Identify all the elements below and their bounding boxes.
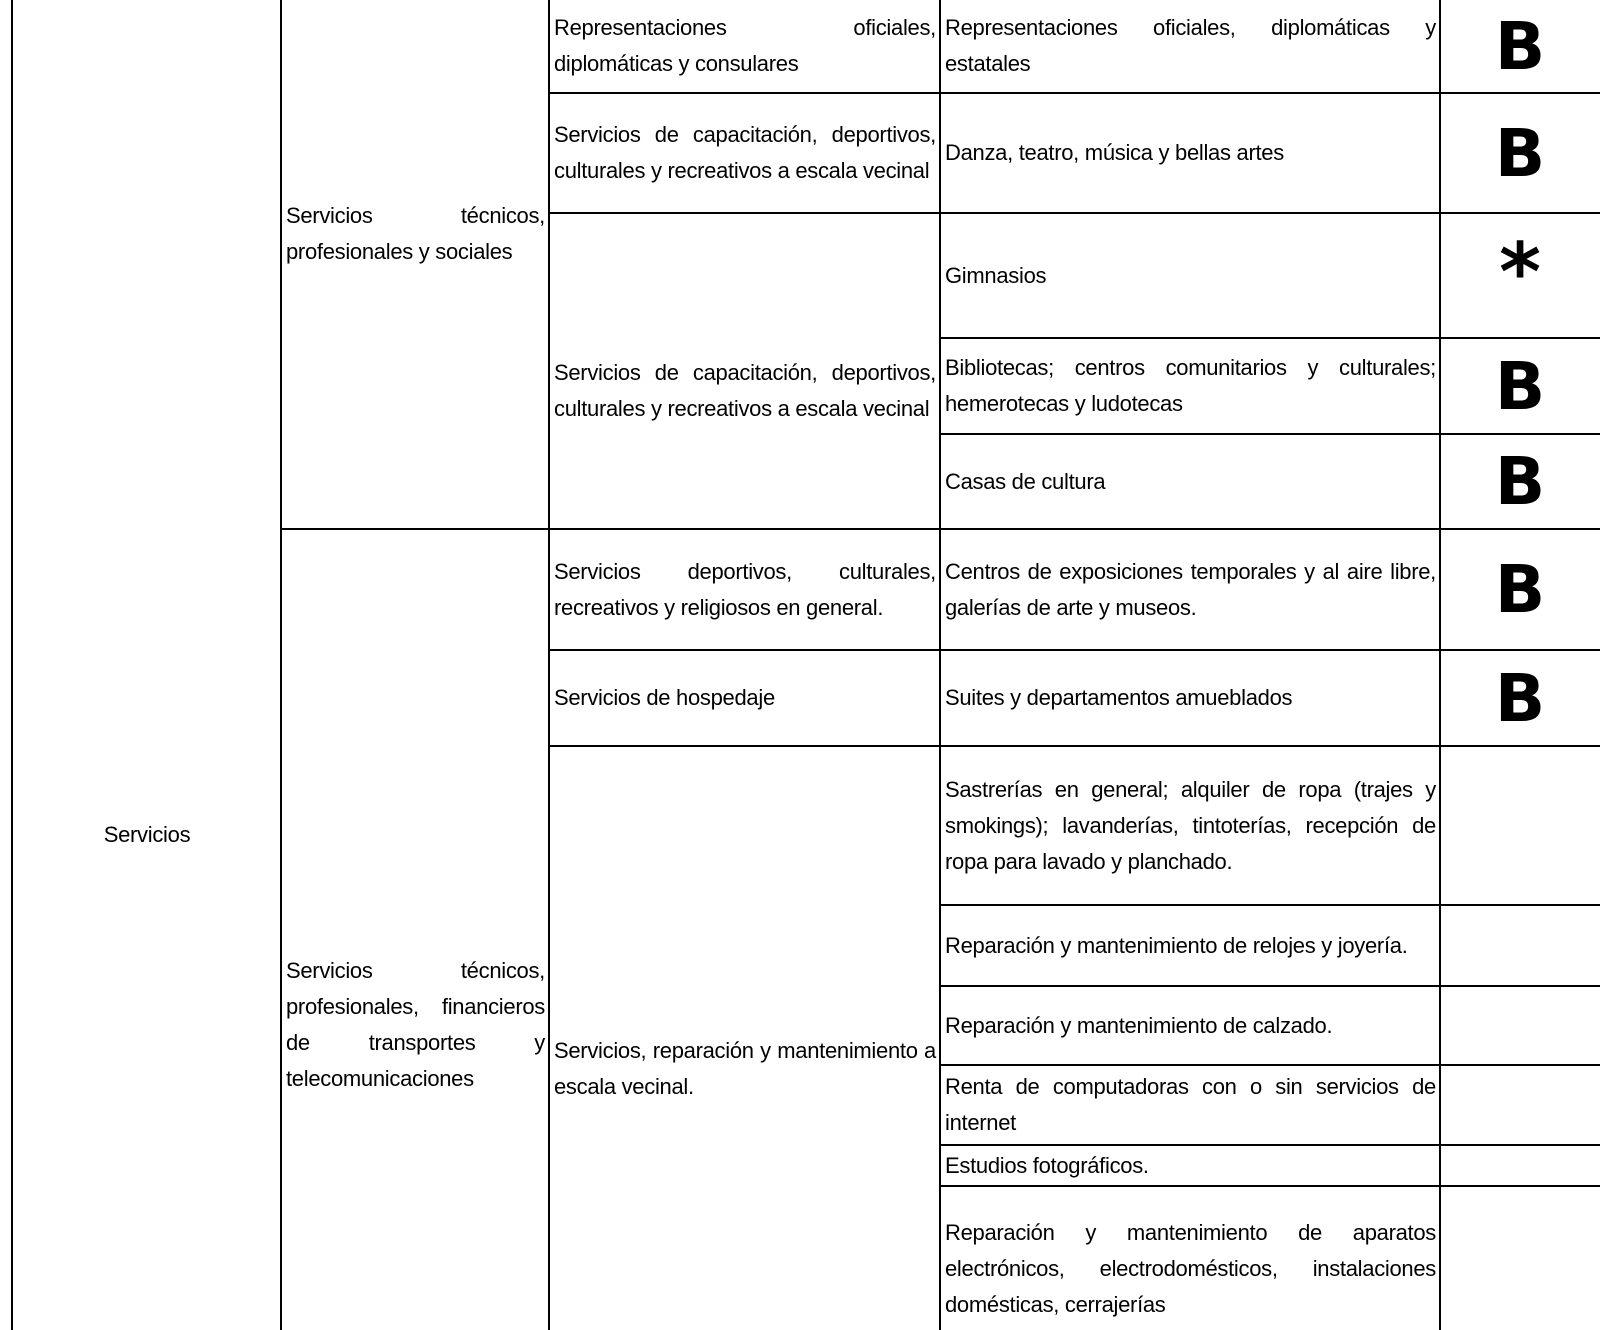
category-label: Servicios — [103, 822, 191, 847]
use-cell — [941, 747, 1439, 904]
use-label: Centros de exposiciones temporales y al aire libre, galerías de arte y museos. — [945, 558, 1436, 620]
category-cell — [13, 0, 280, 1330]
permission-mark: B — [1494, 659, 1546, 737]
use-cell — [941, 651, 1439, 745]
subgroup-cell — [550, 530, 939, 649]
use-label: Gimnasios — [945, 262, 1047, 288]
use-cell — [941, 1146, 1439, 1185]
subgroup-label: Servicios de capacitación, deportivos, culturales y recreativos a escala vecinal — [554, 122, 936, 183]
use-cell — [941, 987, 1439, 1064]
group-cell — [282, 530, 548, 1330]
subgroup-cell — [550, 747, 939, 1330]
use-cell — [941, 906, 1439, 985]
subgroup-cell — [550, 0, 939, 92]
use-label: Suites y departamentos amueblados — [945, 685, 1293, 710]
subgroup-cell — [550, 94, 939, 212]
use-label: Bibliotecas; centros comunitarios y culturales; hemerotecas y ludotecas — [945, 355, 1436, 416]
use-label: Reparación y mantenimiento de calzado. — [945, 1012, 1333, 1038]
use-cell — [941, 94, 1439, 212]
use-cell — [941, 0, 1439, 92]
use-cell — [941, 1066, 1439, 1144]
subgroup-label: Servicios de capacitación, deportivos, culturales y recreativos a escala vecinal — [554, 360, 936, 421]
permission-mark — [1440, 1187, 1600, 1330]
use-label: Casas de cultura — [945, 468, 1106, 494]
permission-mark: * — [1499, 226, 1541, 319]
use-label: Reparación y mantenimiento de aparatos electrónicos, electrodomésticos, instalaciones domésticas, cerrajerías — [945, 1219, 1436, 1317]
permission-mark: B — [1494, 347, 1546, 425]
subgroup-label: Representaciones oficiales, diplomáticas y consulares — [554, 15, 936, 76]
subgroup-cell — [550, 651, 939, 745]
permission-mark: B — [1494, 114, 1546, 192]
use-cell — [941, 214, 1439, 337]
permission-mark — [1440, 747, 1600, 904]
group-label: Servicios técnicos, profesionales y sociales — [286, 203, 545, 264]
permission-mark — [1440, 1066, 1600, 1144]
use-cell — [941, 1187, 1439, 1330]
use-label: Representaciones oficiales, diplomáticas y estatales — [945, 15, 1436, 76]
subgroup-label: Servicios deportivos, culturales, recreativos y religiosos en general. — [554, 558, 936, 620]
group-label: Servicios técnicos, profesionales, financieros de transportes y telecomunicaciones — [286, 958, 545, 1091]
permission-mark — [1440, 906, 1600, 985]
subgroup-cell — [550, 214, 939, 528]
permission-mark: B — [1494, 551, 1546, 628]
subgroup-label: Servicios, reparación y mantenimiento a escala vecinal. — [554, 1037, 936, 1099]
use-label: Reparación y mantenimiento de relojes y joyería. — [945, 932, 1408, 958]
use-label: Sastrerías en general; alquiler de ropa (trajes y smokings); lavanderías, tintoterías, recepción de ropa para lavado y planchado. — [945, 776, 1436, 874]
group-cell — [282, 0, 548, 528]
use-label: Renta de computadoras con o sin servicios de internet — [945, 1074, 1436, 1135]
use-label: Danza, teatro, música y bellas artes — [945, 140, 1284, 165]
subgroup-label: Servicios de hospedaje — [554, 685, 775, 710]
permission-mark: B — [1494, 7, 1546, 85]
use-cell — [941, 435, 1439, 528]
permission-mark — [1440, 1146, 1600, 1185]
use-cell — [941, 530, 1439, 649]
use-cell — [941, 339, 1439, 433]
permission-mark — [1440, 987, 1600, 1064]
use-label: Estudios fotográficos. — [945, 1152, 1149, 1178]
permission-mark: B — [1494, 443, 1546, 520]
